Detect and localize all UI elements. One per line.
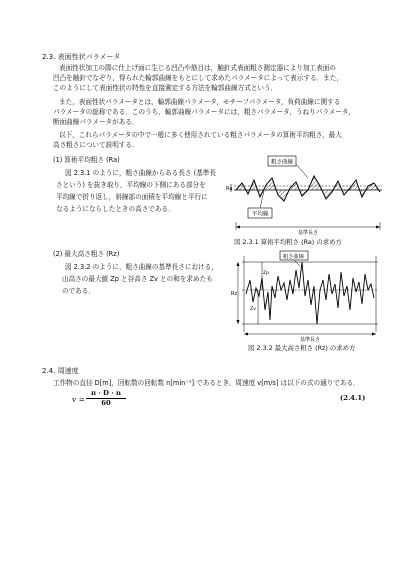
ra-symbol-label: Ra: [226, 186, 233, 192]
paragraph-line: 表面性状加工の際に仕上げ面に生じる凹凸や筋目は，触針式表面粗さ測定器により加工表面の: [59, 64, 336, 72]
figure-caption-ra: 図 2.3.1 算術平均粗さ (Ra) の求め方: [234, 238, 342, 246]
formula-lhs: v =: [72, 395, 85, 404]
rz-text-line: のである．: [62, 287, 95, 295]
peripheral-speed-text: 工作物の直径 D[m]，回転数の回転数 n[min⁻¹] であるとき，周速度 v[m/s] は以下の式の通りである．: [53, 379, 360, 387]
section-heading-2-4: 2.4. 周速度: [42, 367, 79, 375]
rz-text-line: 図 2.3.2 のように，粗さ曲線の基準長さにおける，: [65, 263, 218, 271]
paragraph-line: このようにして表面性状の特性を直接測定する方法を輪郭曲線方式という．: [53, 84, 278, 92]
rz-text-line: 山高さの最大値 Zp と谷高さ Zv との和を求めたも: [62, 275, 213, 283]
rz-symbol-label: Rz: [231, 291, 238, 297]
ra-length-label: 基準長さ: [298, 230, 319, 236]
paragraph-line: また，表面性状パラメータとは，輪郭曲線パラメータ，モチーフパラメータ，負荷曲線に関する: [59, 98, 341, 106]
peripheral-speed-formula: [72, 389, 132, 413]
rz-curve-label: 粗さ曲線: [283, 253, 304, 260]
ra-mean-label: 平均線: [252, 211, 269, 218]
rz-zv-label: Zv: [250, 307, 256, 312]
subsection-heading-rz: (2) 最大高さ粗さ (Rz): [53, 250, 120, 258]
formula-numerator: π · D · n: [90, 389, 121, 397]
section-heading-2-3: 2.3. 表面性状パラメータ: [42, 53, 121, 61]
figure-caption-rz: 図 2.3.2 最大高さ粗さ (Rz) の求め方: [248, 344, 356, 352]
rz-length-label: 基準長さ: [300, 337, 321, 343]
rz-zp-label: Zp: [263, 271, 269, 276]
ra-text-line: さという) を抜き取り，平均線の下側にある部分を: [56, 181, 206, 189]
ra-curve-label: 粗さ曲線: [271, 159, 294, 166]
formula-denominator: 60: [101, 399, 111, 407]
ra-text-line: 平均線で折り返し，斜線部の面積を平均線と平行に: [56, 193, 208, 201]
ra-hatched-area: [236, 176, 380, 201]
paragraph-line: 高さ粗さについて説明する．: [53, 141, 139, 149]
paragraph-line: 凹凸を触針でなぞり，得られた輪郭曲線をもとにして求めたパラメータによって表示する．また，: [53, 74, 343, 82]
subsection-heading-ra: (1) 算術平均粗さ (Ra): [53, 156, 120, 164]
equation-number: (2.4.1): [340, 394, 366, 402]
paragraph-line: パラメータの総称である．このうち，輪郭曲線パラメータには，粗さパラメータ，うねりパラメータ，: [53, 108, 355, 116]
ra-text-line: なるようにならしたときの高さである．: [56, 205, 175, 213]
figure-rz-diagram: [232, 250, 382, 342]
paragraph-line: 断面曲線パラメータがある．: [53, 118, 139, 126]
ra-text-line: 図 2.3.1 のように，粗さ曲線からある長さ (基準長: [65, 169, 216, 177]
figure-ra-diagram: [228, 150, 388, 236]
paragraph-line: 以下，これらパラメータの中で一般に多く使用されている粗さパラメータの算術平均粗さ，最大: [59, 131, 342, 139]
